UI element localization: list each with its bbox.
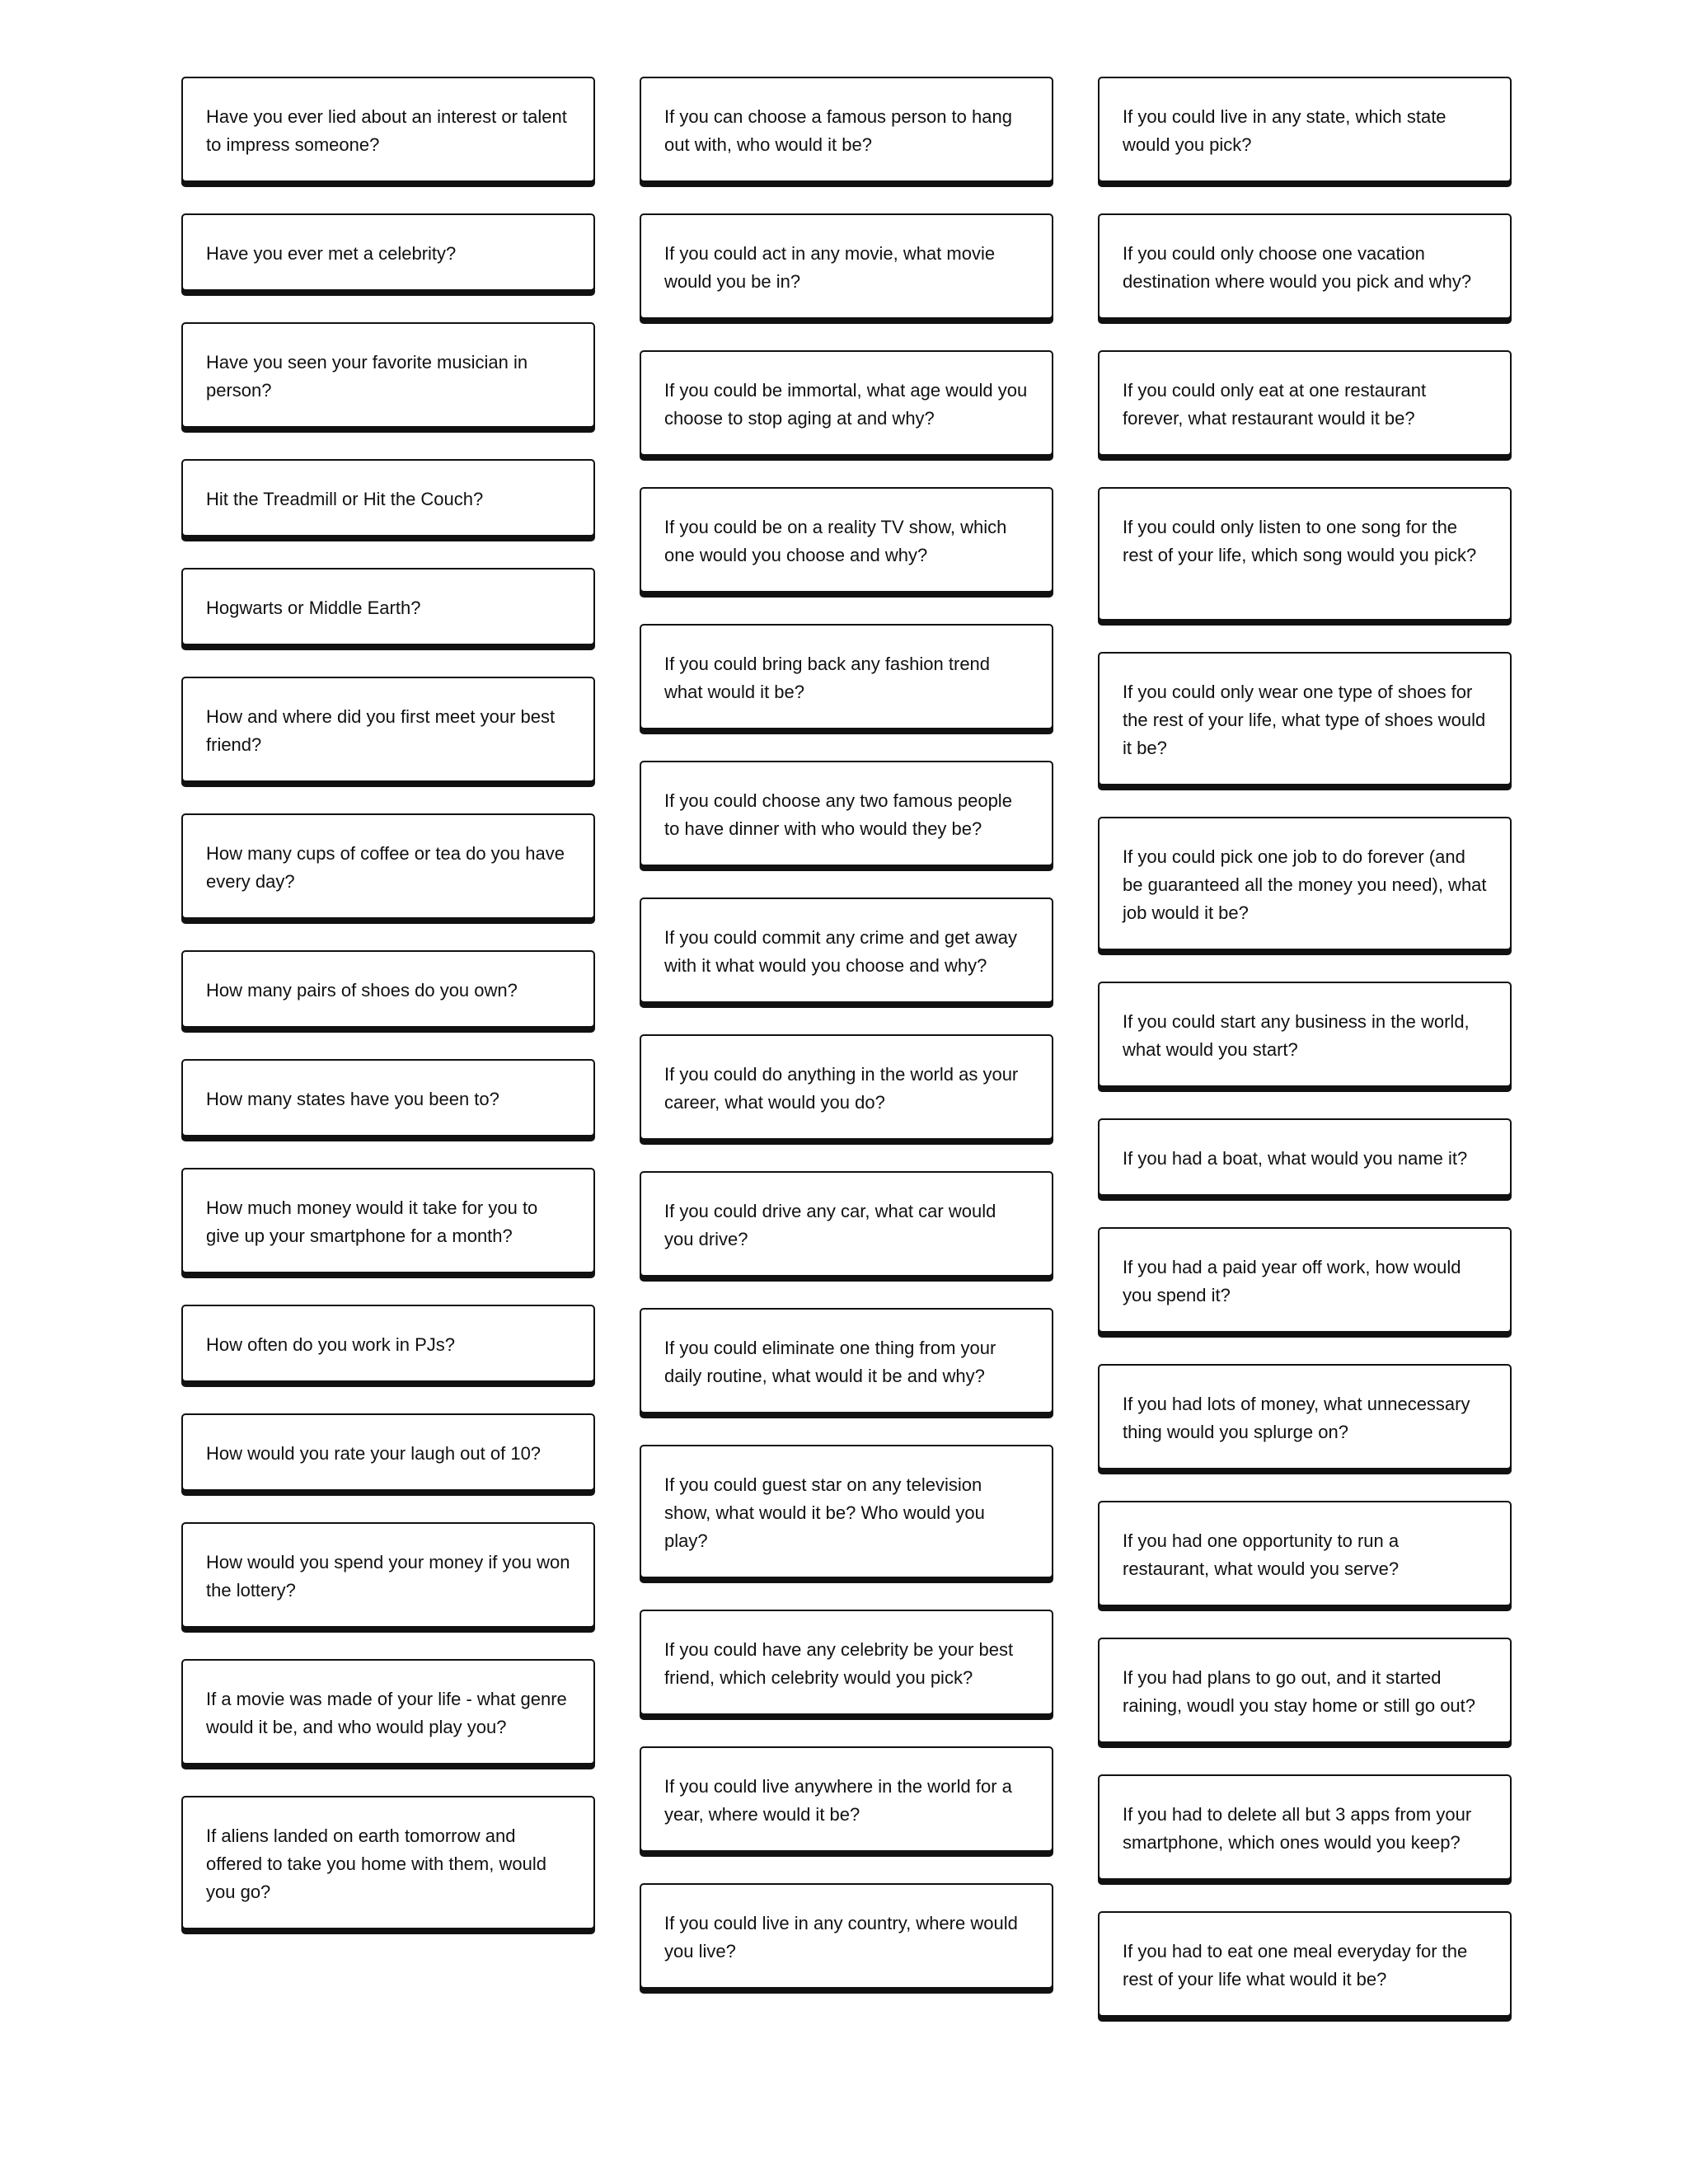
question-card[interactable] — [181, 213, 595, 291]
question-card[interactable] — [640, 487, 1053, 593]
question-text: If you could bring back any fashion trend what would it be? — [664, 654, 991, 702]
question-card[interactable] — [1098, 350, 1512, 456]
question-text: How many pairs of shoes do you own? — [206, 980, 518, 1001]
question-text: If you could only wear one type of shoes for the rest of your life, what type of shoes would it be? — [1123, 682, 1486, 758]
question-text: How many cups of coffee or tea do you have every day? — [206, 843, 565, 892]
question-card[interactable] — [640, 761, 1053, 866]
question-card[interactable] — [1098, 487, 1512, 621]
question-card[interactable] — [640, 1883, 1053, 1989]
question-text: If you could start any business in the world, what would you start? — [1123, 1011, 1470, 1060]
question-text: If you had a boat, what would you name it? — [1123, 1148, 1468, 1169]
question-text: If a movie was made of your life - what genre would it be, and who would play you? — [206, 1689, 567, 1737]
question-card[interactable] — [1098, 982, 1512, 1087]
question-text: If you could only choose one vacation destination where would you pick and why? — [1123, 243, 1472, 292]
question-card[interactable] — [640, 1746, 1053, 1852]
question-card[interactable] — [181, 1059, 595, 1137]
question-card[interactable] — [640, 1610, 1053, 1715]
question-card[interactable] — [640, 350, 1053, 456]
question-text: Hit the Treadmill or Hit the Couch? — [206, 489, 484, 509]
question-text: If you could be on a reality TV show, which one would you choose and why? — [664, 517, 1007, 565]
question-card[interactable] — [181, 813, 595, 919]
question-text: If you had plans to go out, and it started raining, woudl you stay home or still go out? — [1123, 1667, 1476, 1716]
question-text: If you had to delete all but 3 apps from your smartphone, which ones would you keep? — [1123, 1804, 1472, 1853]
question-text: If you could only eat at one restaurant forever, what restaurant would it be? — [1123, 380, 1427, 429]
card-grid — [181, 77, 1512, 2017]
question-card[interactable] — [181, 677, 595, 782]
question-card[interactable] — [640, 1034, 1053, 1140]
question-card[interactable] — [1098, 1364, 1512, 1469]
question-text: If you could eliminate one thing from your daily routine, what would it be and why? — [664, 1338, 996, 1386]
question-card[interactable] — [1098, 1118, 1512, 1196]
question-card[interactable] — [640, 1445, 1053, 1578]
question-card[interactable] — [181, 459, 595, 537]
question-text: If you could act in any movie, what movie would you be in? — [664, 243, 996, 292]
question-card[interactable] — [640, 213, 1053, 319]
question-text: Have you ever met a celebrity? — [206, 243, 457, 264]
question-card[interactable] — [1098, 1774, 1512, 1880]
question-card[interactable] — [181, 1168, 595, 1273]
question-text: If you could guest star on any television show, what would it be? Who would you play? — [664, 1474, 985, 1551]
question-text: If you could live in any country, where would you live? — [664, 1913, 1018, 1961]
question-card[interactable] — [640, 77, 1053, 182]
question-text: How often do you work in PJs? — [206, 1334, 456, 1355]
question-card[interactable] — [181, 1659, 595, 1765]
question-text: If you had to eat one meal everyday for the rest of your life what would it be? — [1123, 1941, 1468, 1990]
question-text: If you could only listen to one song for the rest of your life, which song would you pick? — [1123, 517, 1477, 565]
question-text: If you could do anything in the world as your career, what would you do? — [664, 1064, 1019, 1113]
question-card[interactable] — [1098, 652, 1512, 785]
question-text: If you could drive any car, what car would you drive? — [664, 1201, 996, 1249]
question-card[interactable] — [181, 322, 595, 428]
question-card[interactable] — [1098, 1227, 1512, 1333]
question-card[interactable] — [181, 1522, 595, 1628]
question-card[interactable] — [640, 898, 1053, 1003]
question-card[interactable] — [1098, 1501, 1512, 1606]
card-column-3 — [1098, 77, 1512, 2017]
question-text: Hogwarts or Middle Earth? — [206, 598, 421, 618]
card-column-1 — [181, 77, 595, 2017]
question-text: How would you spend your money if you won the lottery? — [206, 1552, 570, 1601]
question-text: If you had one opportunity to run a restaurant, what would you serve? — [1123, 1530, 1400, 1579]
question-text: How much money would it take for you to give up your smartphone for a month? — [206, 1197, 538, 1246]
question-card[interactable] — [181, 1305, 595, 1382]
question-card[interactable] — [181, 1413, 595, 1491]
question-card[interactable] — [181, 77, 595, 182]
question-text: If you can choose a famous person to hang out with, who would it be? — [664, 106, 1012, 155]
question-card[interactable] — [640, 1171, 1053, 1277]
question-card[interactable] — [181, 568, 595, 645]
question-card[interactable] — [640, 624, 1053, 729]
question-card[interactable] — [181, 1796, 595, 1929]
question-text: If you could have any celebrity be your best friend, which celebrity would you pick? — [664, 1639, 1014, 1688]
question-text: If you had lots of money, what unnecessary thing would you splurge on? — [1123, 1394, 1470, 1442]
question-card[interactable] — [1098, 1911, 1512, 2017]
question-card[interactable] — [1098, 1638, 1512, 1743]
question-text: How would you rate your laugh out of 10? — [206, 1443, 542, 1464]
question-text: If you had a paid year off work, how would you spend it? — [1123, 1257, 1461, 1305]
question-text: Have you ever lied about an interest or talent to impress someone? — [206, 106, 567, 155]
question-card[interactable] — [181, 950, 595, 1028]
question-text: If you could commit any crime and get away with it what would you choose and why? — [664, 927, 1017, 976]
question-card[interactable] — [1098, 213, 1512, 319]
question-text: If you could be immortal, what age would you choose to stop aging at and why? — [664, 380, 1028, 429]
question-text: If you could live anywhere in the world for a year, where would it be? — [664, 1776, 1012, 1825]
question-card[interactable] — [1098, 77, 1512, 182]
question-text: If you could choose any two famous people to have dinner with who would they be? — [664, 790, 1012, 839]
question-text: How many states have you been to? — [206, 1089, 499, 1109]
question-text: If you could live in any state, which state would you pick? — [1123, 106, 1447, 155]
card-column-2 — [640, 77, 1053, 2017]
question-card[interactable] — [1098, 817, 1512, 950]
question-text: If you could pick one job to do forever (and be guaranteed all the money you need), what job would it be? — [1123, 846, 1487, 923]
question-card[interactable] — [640, 1308, 1053, 1413]
question-text: If aliens landed on earth tomorrow and offered to take you home with them, would you go? — [206, 1825, 546, 1902]
question-text: How and where did you first meet your best friend? — [206, 706, 556, 755]
question-text: Have you seen your favorite musician in person? — [206, 352, 528, 401]
